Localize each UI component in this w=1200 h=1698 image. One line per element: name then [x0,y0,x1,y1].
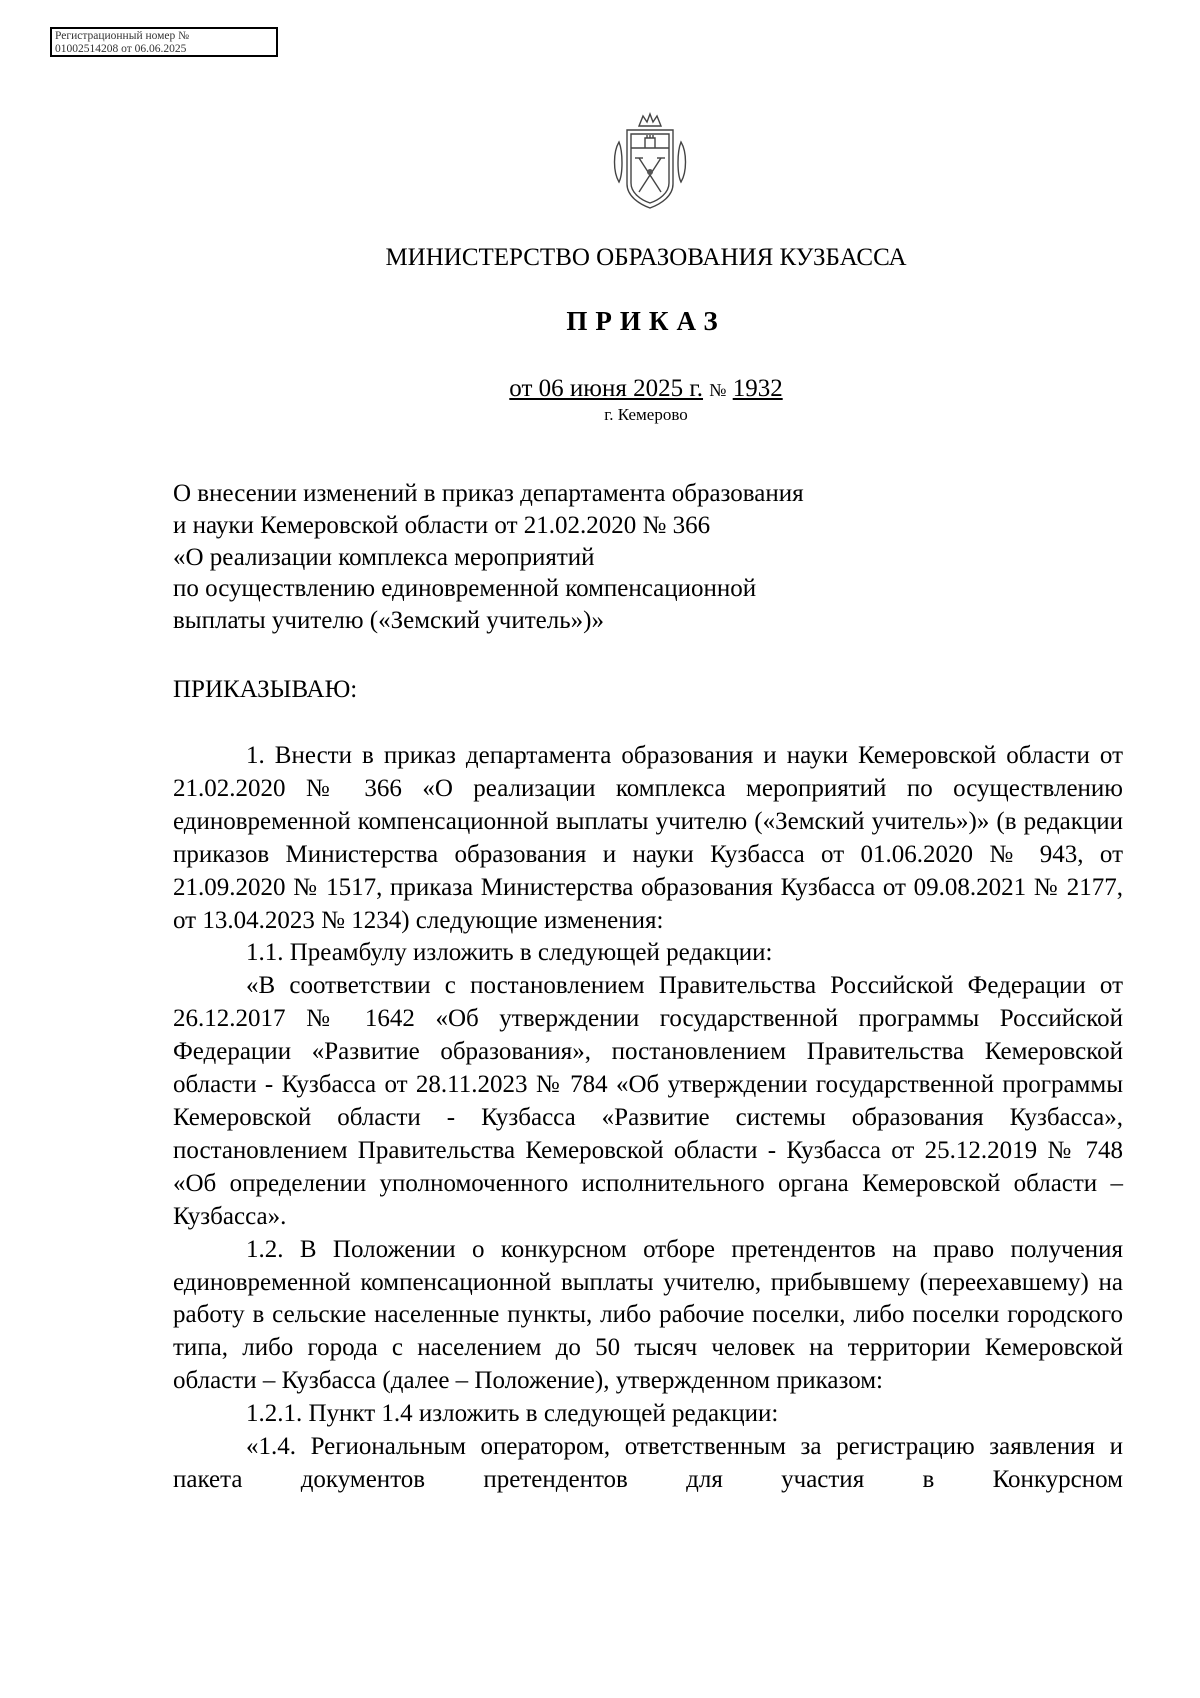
subject-line: О внесении изменений в приказ департамента образования [173,480,804,507]
document-type-title: ПРИКАЗ [566,306,726,336]
order-subject [173,478,804,637]
registration-number-label: Регистрационный номер № [55,30,190,42]
subject-line: по осуществлению единовременной компенсационной [173,575,757,603]
body-paragraph-1-2-1: 1.2.1. Пункт 1.4 изложить в следующей редакции: [246,1400,779,1428]
order-date: от 06 июня 2025 г. [509,375,704,402]
order-date-number [0,374,1200,405]
orders-heading: ПРИКАЗЫВАЮ: [173,676,358,703]
city-name: г. Кемерово [604,405,688,424]
body-paragraph-1-2: 1.2. В Положении о конкурсном отборе претендентов на право получения единовременной компенсационной выплаты учителю, прибывшему (переехавшему) на работу в сельские населенные пункты, либо рабочие поселки, либо поселки городского типа, либо города с населением до 50 тысяч человек на территории Кемеровской области – Кузбасса (далее – Положение), утвержденном приказом: [173,1235,1123,1395]
subject-line: и науки Кемеровской области от 21.02.2020 № 366 [173,511,711,539]
body-paragraph-1-1: 1.1. Преамбулу изложить в следующей редакции: [246,939,773,967]
registration-number-value: 01002514208 от 06.06.2025 [55,43,187,55]
subject-line: «О реализации комплекса мероприятий [173,543,595,571]
body-paragraph-preamble: «В соответствии с постановлением Правительства Российской Федерации от 26.12.2017 № 1642 «Об утверждении государственной программы Российской Федерации «Развитие образования», постановлением Правительства Кемеровской области - Кузбасса от 28.11.2023 № 784 «Об утверждении государственной программы Кемеровской области - Кузбасса «Развитие системы образования Кузбасса», постановлением Правительства Кемеровской области - Кузбасса от 25.12.2019 № 748 «Об определении уполномоченного исполнительного органа Кемеровской области – Кузбасса». [173,972,1123,1230]
number-sign: № [709,380,727,400]
order-body [173,740,1123,1497]
order-number: 1932 [732,375,783,402]
ministry-name: МИНИСТЕРСТВО ОБРАЗОВАНИЯ КУЗБАССА [385,244,907,271]
subject-line: выплаты учителю («Земский учитель»)» [173,607,604,635]
registration-stamp [50,27,278,57]
kuzbass-coat-of-arms-icon [609,112,691,212]
body-paragraph-1: 1. Внести в приказ департамента образования и науки Кемеровской области от 21.02.2020 № 366 «О реализации комплекса мероприятий по осуществлению единовременной компенсационной выплаты учителю («Земский учитель»)» (в редакции приказов Министерства образования и науки Кузбасса от 01.06.2020 № 943, от 21.09.2020 № 1517, приказа Министерства образования Кузбасса от 09.08.2021 № 2177, от 13.04.2023 № 1234) следующие изменения: [173,742,1123,934]
body-paragraph-1-4: «1.4. Региональным оператором, ответственным за регистрацию заявления и пакета документов претендентов для участия в Конкурсном [173,1433,1123,1493]
